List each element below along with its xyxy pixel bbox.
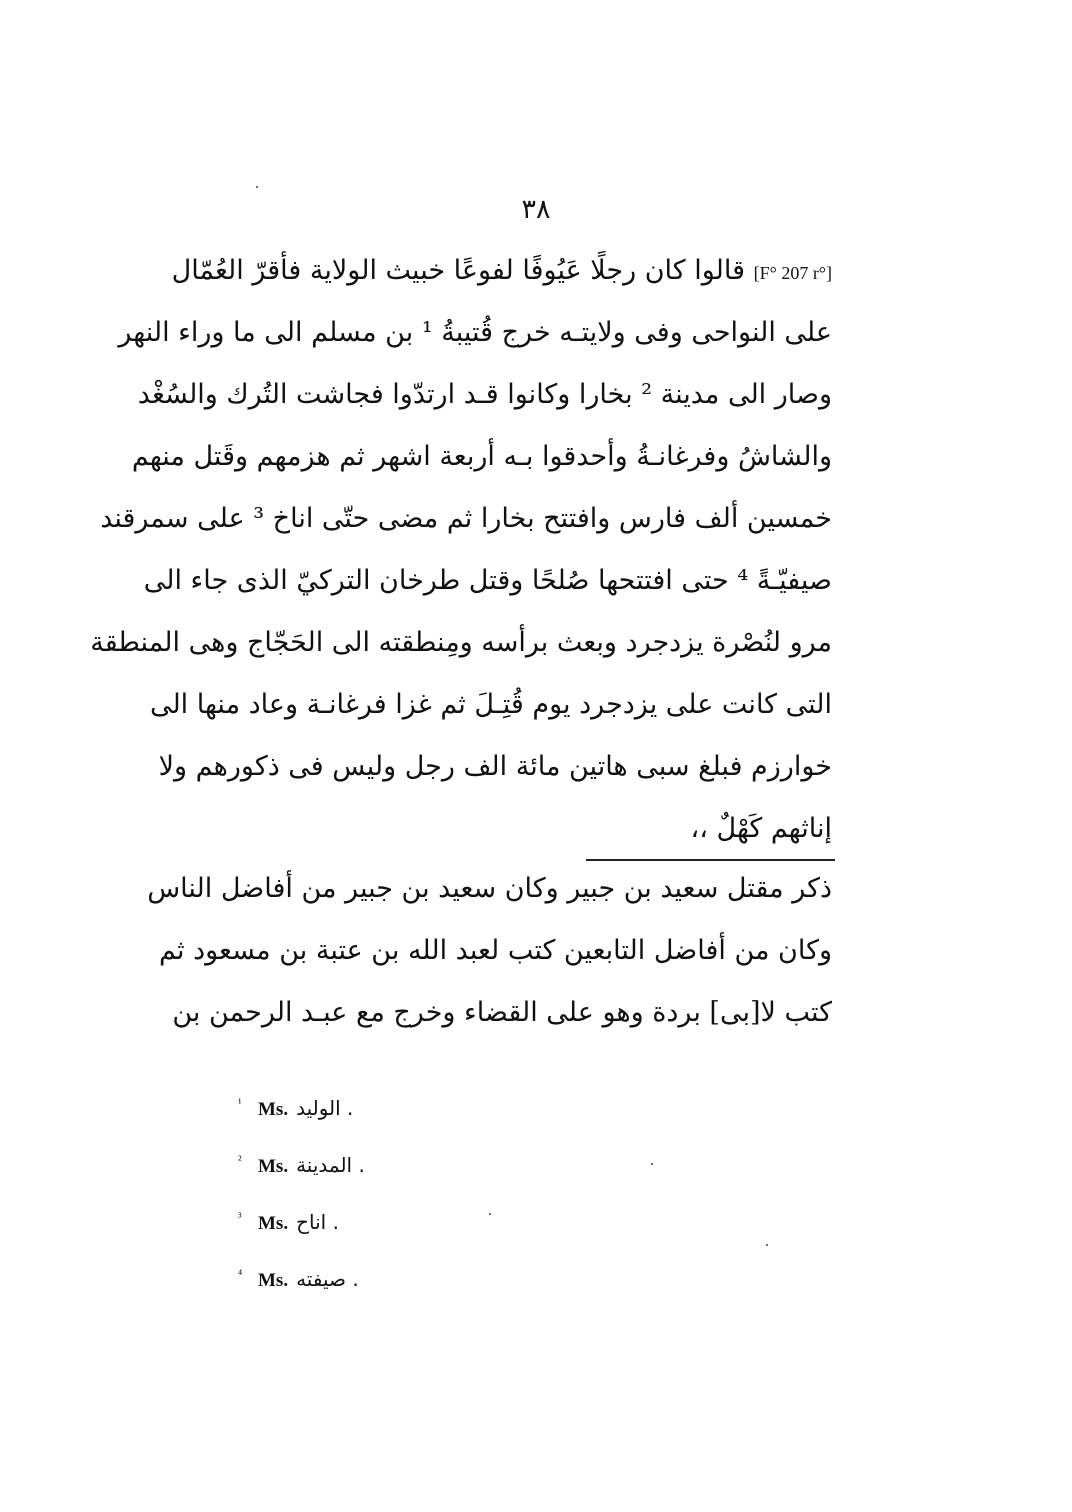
footnote-reading: اناح . xyxy=(296,1210,339,1234)
text-line xyxy=(171,240,832,302)
footnote xyxy=(238,1259,498,1316)
footnote xyxy=(238,1088,498,1145)
scan-speck xyxy=(489,1213,491,1215)
footnote-number: ² xyxy=(238,1153,242,1167)
text-line: خوارزم فبلغ سبى هاتين مائة الف رجل وليس فى ذكورهم ولا xyxy=(158,751,832,782)
text-line: وكان من أفاضل التابعين كتب لعبد الله بن عتبة بن مسعود ثم xyxy=(159,935,832,966)
main-paragraph xyxy=(90,240,832,860)
text-line: وصار الى مدينة ² بخارا وكانوا قـد ارتدّوا فجاشت التُرك والسُغْد xyxy=(137,379,832,410)
text-line: صيفيّـةً ⁴ حتى افتتحها صُلحًا وقتل طرخان التركيّ الذى جاء الى xyxy=(143,565,832,596)
text-line: والشاشُ وفرغانـةُ وأحدقوا بـه أربعة اشهر ثم هزمهم وقَتل منهم xyxy=(131,441,832,472)
folio-marker: [F° 207 r°] xyxy=(753,263,832,283)
footnote-source: Ms. xyxy=(258,1156,289,1177)
page-number: ٣٨ xyxy=(521,194,551,225)
text-line: مرو لنُصْرة يزدجرد وبعث برأسه ومِنطقته الى الحَجّاج وهى المنطقة xyxy=(90,627,832,658)
text-line-content: قالوا كان رجلًا عَيُوفًا لفوعًا خبيث الولاية فأقرّ العُمّال xyxy=(171,255,746,286)
text-line: إناثهم كَهْلٌ ،، xyxy=(690,813,832,844)
footnote-number: ⁴ xyxy=(238,1267,243,1281)
scan-speck xyxy=(651,1163,653,1165)
scan-speck xyxy=(766,1244,768,1246)
text-line: ذكر مقتل سعيد بن جبير وكان سعيد بن جبير من أفاضل الناس xyxy=(147,873,832,904)
text-line: خمسين ألف فارس وافتتح بخارا ثم مضى حتّى اناخ ³ على سمرقند xyxy=(100,503,832,534)
footnote-reading: صيفته . xyxy=(296,1267,359,1291)
footnote xyxy=(238,1202,498,1259)
text-line: كتب لا[بى] بردة وهو على القضاء وخرج مع عبـد الرحمن بن xyxy=(172,997,832,1028)
footnote-number: ³ xyxy=(238,1210,242,1224)
footnote-source: Ms. xyxy=(258,1099,289,1120)
footnote-reading: الوليد . xyxy=(296,1096,354,1120)
footnote-source: Ms. xyxy=(258,1270,289,1291)
section-paragraph xyxy=(147,858,832,1044)
scan-speck xyxy=(256,186,258,188)
footnotes xyxy=(238,1088,498,1316)
text-line: على النواحى وفى ولايتـه خرج قُتيبةُ ¹ بن مسلم الى ما وراء النهر xyxy=(118,317,832,348)
footnote-reading: المدينة . xyxy=(296,1153,365,1177)
footnote xyxy=(238,1145,498,1202)
footnote-source: Ms. xyxy=(258,1213,289,1234)
footnote-number: ¹ xyxy=(238,1096,242,1110)
text-line: التى كانت على يزدجرد يوم قُتِـلَ ثم غزا فرغانـة وعاد منها الى xyxy=(149,689,832,720)
